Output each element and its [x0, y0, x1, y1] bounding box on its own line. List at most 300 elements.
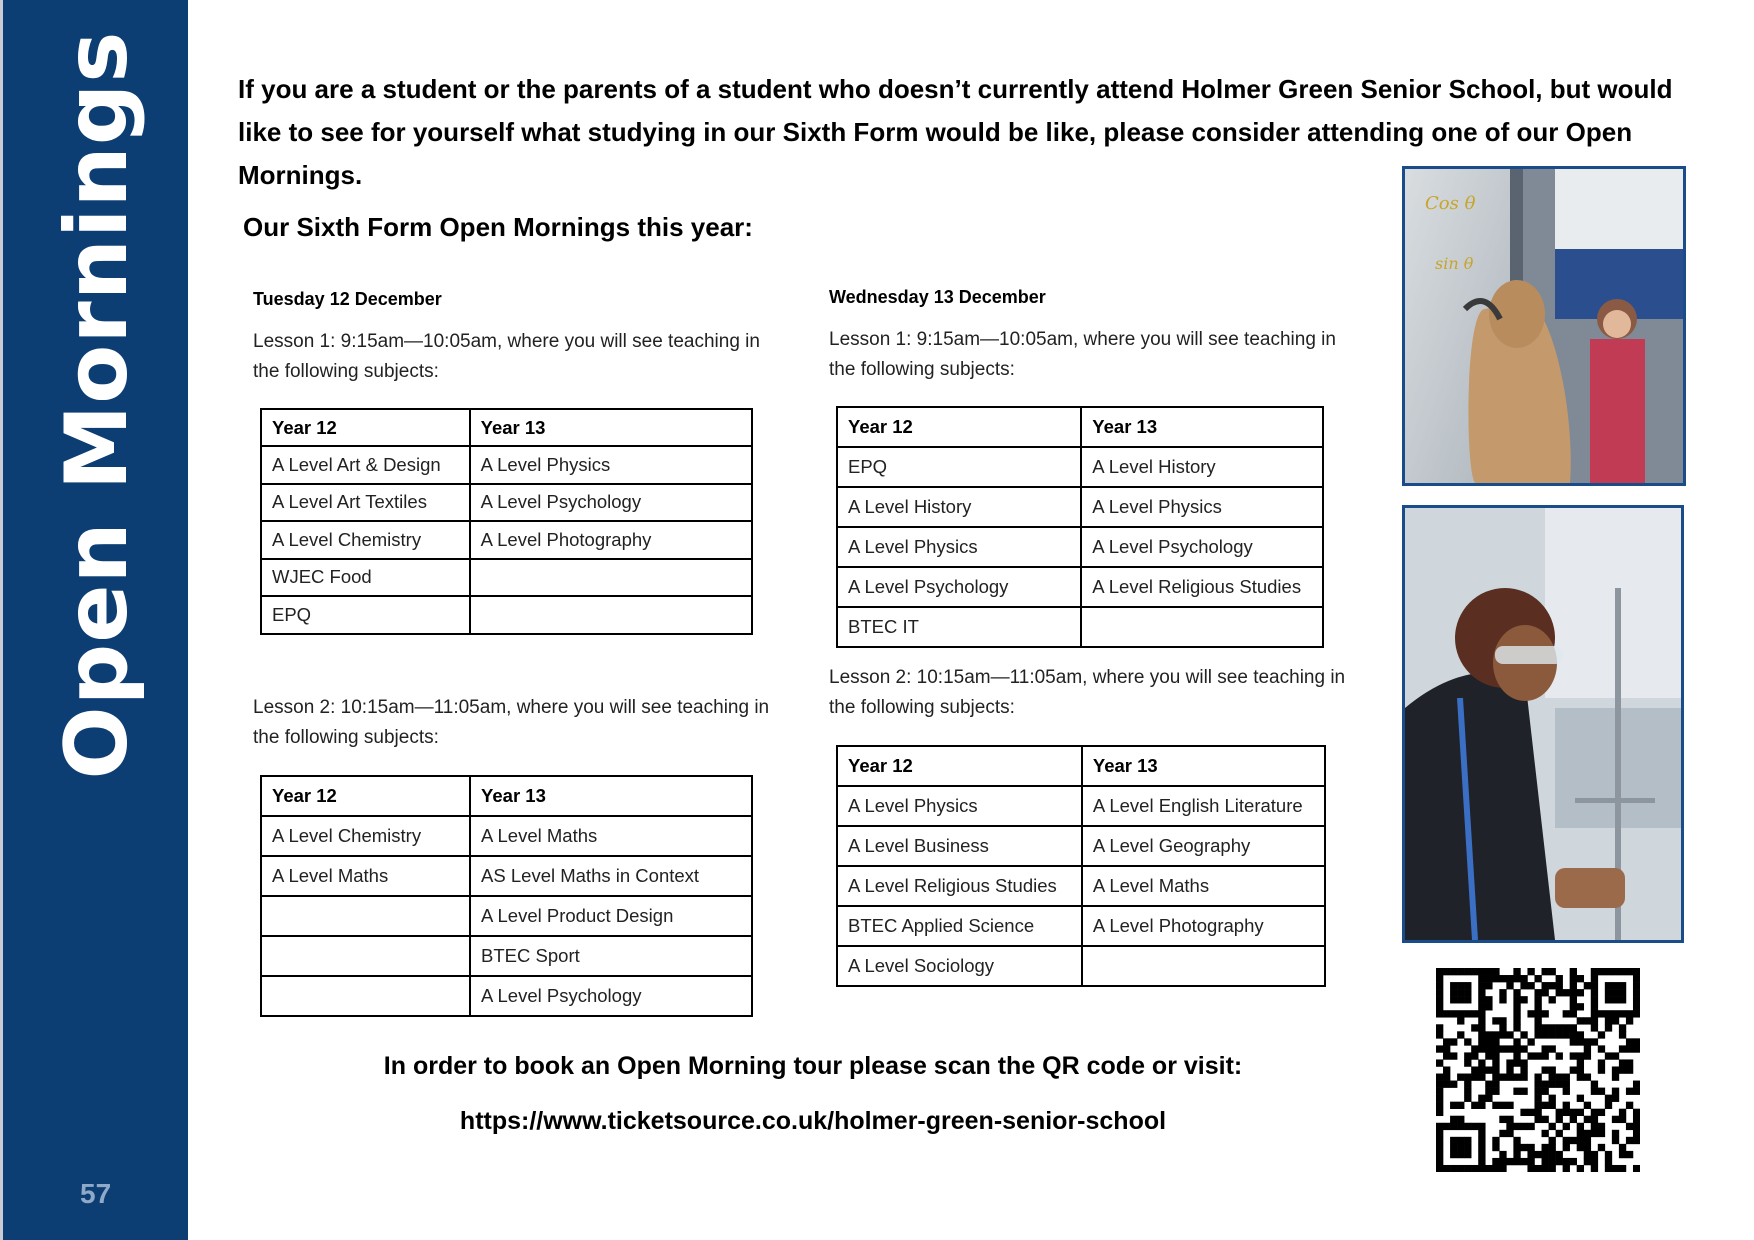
qr-module: [1570, 996, 1577, 1003]
qr-module: [1612, 1095, 1619, 1102]
qr-module: [1436, 1158, 1443, 1165]
qr-module: [1464, 996, 1471, 1003]
table-row: [261, 446, 752, 484]
qr-module: [1534, 1095, 1541, 1102]
qr-module: [1542, 1158, 1549, 1165]
qr-module: [1520, 1158, 1527, 1165]
cell: A Level Geography: [1082, 826, 1325, 866]
qr-module: [1513, 1052, 1520, 1059]
qr-module: [1513, 1074, 1520, 1081]
qr-module: [1598, 1109, 1605, 1116]
qr-module: [1520, 1144, 1527, 1151]
qr-module: [1499, 1158, 1506, 1165]
qr-module: [1499, 1045, 1506, 1052]
qr-module: [1549, 996, 1556, 1003]
qr-module: [1478, 1130, 1485, 1137]
qr-module: [1556, 989, 1563, 996]
qr-module: [1492, 1031, 1499, 1038]
qr-module: [1577, 1052, 1584, 1059]
qr-module: [1556, 975, 1563, 982]
qr-module: [1457, 1010, 1464, 1017]
table-row: [261, 976, 752, 1016]
qr-module: [1556, 1024, 1563, 1031]
qr-module: [1605, 1017, 1612, 1024]
qr-module: [1598, 1031, 1605, 1038]
qr-module: [1626, 1059, 1633, 1066]
qr-module: [1626, 1088, 1633, 1095]
qr-module: [1464, 1088, 1471, 1095]
cell: [261, 896, 470, 936]
cell: [1081, 607, 1323, 647]
qr-module: [1598, 1010, 1605, 1017]
qr-module: [1443, 1081, 1450, 1088]
qr-module: [1527, 1123, 1534, 1130]
qr-module: [1570, 1031, 1577, 1038]
qr-module: [1626, 1038, 1633, 1045]
qr-module: [1591, 982, 1598, 989]
intro-paragraph: If you are a student or the parents of a student who doesn’t currently attend Holmer Green Senior School, but would like to see for yourself what studying in our Sixth Form would be like, please consider attending one of our Open Mornings.: [238, 74, 1673, 190]
qr-module: [1626, 1123, 1633, 1130]
cell: A Level Physics: [470, 446, 752, 484]
qr-module: [1570, 1158, 1577, 1165]
table-row: [837, 487, 1323, 527]
table-row: [261, 484, 752, 522]
qr-module: [1534, 1116, 1541, 1123]
qr-module: [1457, 1123, 1464, 1130]
qr-module: [1612, 1088, 1619, 1095]
qr-module: [1520, 1059, 1527, 1066]
qr-code[interactable]: [1436, 968, 1640, 1172]
qr-module: [1577, 975, 1584, 982]
qr-module: [1584, 1116, 1591, 1123]
qr-module: [1499, 1116, 1506, 1123]
table-row: [837, 786, 1325, 826]
qr-module: [1443, 1038, 1450, 1045]
qr-module: [1485, 975, 1492, 982]
qr-module: [1633, 1003, 1640, 1010]
qr-module: [1598, 1144, 1605, 1151]
qr-module: [1457, 1017, 1464, 1024]
table-header-row: [837, 746, 1325, 786]
qr-module: [1520, 1109, 1527, 1116]
table-row: [837, 447, 1323, 487]
qr-module: [1485, 996, 1492, 1003]
qr-module: [1513, 1137, 1520, 1144]
qr-module: [1577, 1130, 1584, 1137]
qr-module: [1619, 1144, 1626, 1151]
qr-module: [1626, 1137, 1633, 1144]
qr-module: [1485, 982, 1492, 989]
qr-module: [1513, 1045, 1520, 1052]
day2-date: Wednesday 13 December: [829, 287, 1046, 307]
table-row: [837, 607, 1323, 647]
table-header-row: [261, 776, 752, 816]
qr-module: [1549, 1081, 1556, 1088]
table-row: [261, 856, 752, 896]
qr-module: [1549, 968, 1556, 975]
qr-module: [1436, 1109, 1443, 1116]
qr-module: [1549, 1151, 1556, 1158]
qr-module: [1464, 968, 1471, 975]
qr-module: [1556, 1116, 1563, 1123]
qr-module: [1612, 1052, 1619, 1059]
qr-module: [1612, 1137, 1619, 1144]
qr-module: [1577, 1123, 1584, 1130]
qr-module: [1584, 1151, 1591, 1158]
qr-module: [1436, 1031, 1443, 1038]
qr-module: [1506, 1116, 1513, 1123]
qr-module: [1626, 1151, 1633, 1158]
qr-module: [1464, 1052, 1471, 1059]
qr-module: [1499, 996, 1506, 1003]
qr-module: [1443, 1010, 1450, 1017]
qr-module: [1436, 1151, 1443, 1158]
qr-module: [1598, 1130, 1605, 1137]
qr-module: [1619, 1031, 1626, 1038]
qr-module: [1478, 968, 1485, 975]
qr-module: [1577, 1109, 1584, 1116]
qr-module: [1513, 1024, 1520, 1031]
qr-module: [1584, 1038, 1591, 1045]
qr-module: [1527, 1038, 1534, 1045]
cell: WJEC Food: [261, 559, 470, 597]
qr-module: [1464, 1081, 1471, 1088]
qr-module: [1563, 1081, 1570, 1088]
qr-module: [1549, 1123, 1556, 1130]
qr-module: [1577, 1144, 1584, 1151]
qr-module: [1443, 1052, 1450, 1059]
qr-module: [1450, 996, 1457, 1003]
qr-module: [1563, 1088, 1570, 1095]
svg-text:Cos θ: Cos θ: [1425, 193, 1476, 214]
open-mornings-subheading: Our Sixth Form Open Mornings this year:: [243, 212, 753, 242]
qr-module: [1443, 1066, 1450, 1073]
qr-module: [1534, 1024, 1541, 1031]
qr-module: [1633, 1137, 1640, 1144]
qr-module: [1520, 975, 1527, 982]
day1-lesson1-text: Lesson 1: 9:15am—10:05am, where you will see teaching in the following subjects:: [253, 331, 760, 382]
qr-module: [1542, 1116, 1549, 1123]
qr-module: [1556, 1158, 1563, 1165]
qr-module: [1471, 1024, 1478, 1031]
qr-module: [1584, 1137, 1591, 1144]
qr-module: [1626, 1010, 1633, 1017]
qr-module: [1471, 1052, 1478, 1059]
qr-module: [1584, 1045, 1591, 1052]
qr-module: [1520, 982, 1527, 989]
qr-module: [1457, 1151, 1464, 1158]
qr-module: [1457, 1137, 1464, 1144]
qr-module: [1471, 1066, 1478, 1073]
qr-module: [1605, 982, 1612, 989]
qr-module: [1605, 1010, 1612, 1017]
qr-module: [1450, 1038, 1457, 1045]
day2-lesson1-table: [836, 406, 1324, 648]
header-year12: Year 12: [837, 407, 1081, 447]
qr-module: [1436, 968, 1443, 975]
table-row: [837, 946, 1325, 986]
qr-module: [1549, 1095, 1556, 1102]
qr-module: [1563, 1024, 1570, 1031]
qr-module: [1534, 1031, 1541, 1038]
qr-module: [1450, 1123, 1457, 1130]
qr-module: [1443, 1123, 1450, 1130]
qr-module: [1591, 1088, 1598, 1095]
cell: A Level Photography: [470, 521, 752, 559]
qr-module: [1527, 1109, 1534, 1116]
qr-module: [1542, 1031, 1549, 1038]
qr-module: [1513, 1059, 1520, 1066]
qr-module: [1577, 1095, 1584, 1102]
qr-module: [1450, 989, 1457, 996]
table-row: [261, 936, 752, 976]
cell: A Level Psychology: [837, 567, 1081, 607]
svg-text:sin θ: sin θ: [1435, 254, 1474, 273]
qr-module: [1612, 996, 1619, 1003]
qr-module: [1478, 1031, 1485, 1038]
cell: [1082, 946, 1325, 986]
qr-module: [1619, 982, 1626, 989]
qr-module: [1591, 1081, 1598, 1088]
qr-module: [1436, 1095, 1443, 1102]
qr-module: [1633, 1116, 1640, 1123]
qr-module: [1534, 1151, 1541, 1158]
qr-module: [1563, 989, 1570, 996]
cell: A Level Maths: [261, 856, 470, 896]
cell: A Level Business: [837, 826, 1082, 866]
day1-lesson2-text: Lesson 2: 10:15am—11:05am, where you will see teaching in the following subjects:: [253, 697, 770, 748]
qr-module: [1534, 1109, 1541, 1116]
qr-module: [1436, 989, 1443, 996]
qr-module: [1591, 996, 1598, 1003]
qr-module: [1513, 1151, 1520, 1158]
qr-module: [1570, 1066, 1577, 1073]
qr-module: [1457, 1165, 1464, 1172]
qr-module: [1612, 1066, 1619, 1073]
qr-module: [1513, 1003, 1520, 1010]
qr-module: [1619, 1024, 1626, 1031]
qr-module: [1478, 1010, 1485, 1017]
qr-module: [1612, 1010, 1619, 1017]
qr-module: [1598, 1059, 1605, 1066]
qr-module: [1513, 1017, 1520, 1024]
qr-module: [1626, 968, 1633, 975]
qr-module: [1556, 1151, 1563, 1158]
qr-module: [1619, 1109, 1626, 1116]
qr-module: [1450, 968, 1457, 975]
qr-module: [1478, 1123, 1485, 1130]
qr-module: [1549, 1045, 1556, 1052]
qr-module: [1534, 1088, 1541, 1095]
qr-module: [1492, 1081, 1499, 1088]
qr-module: [1591, 1123, 1598, 1130]
qr-module: [1471, 1123, 1478, 1130]
cell: A Level Product Design: [470, 896, 752, 936]
qr-module: [1591, 1003, 1598, 1010]
qr-module: [1457, 989, 1464, 996]
qr-module: [1549, 1024, 1556, 1031]
qr-module: [1591, 1130, 1598, 1137]
qr-module: [1506, 982, 1513, 989]
qr-module: [1612, 1017, 1619, 1024]
qr-module: [1499, 1102, 1506, 1109]
qr-module: [1527, 1052, 1534, 1059]
qr-module: [1549, 1074, 1556, 1081]
qr-module: [1478, 1066, 1485, 1073]
qr-module: [1534, 1003, 1541, 1010]
qr-module: [1527, 1144, 1534, 1151]
qr-module: [1542, 1010, 1549, 1017]
qr-module: [1450, 1144, 1457, 1151]
header-year12: Year 12: [837, 746, 1082, 786]
qr-module: [1633, 989, 1640, 996]
qr-module: [1436, 1144, 1443, 1151]
qr-module: [1513, 1088, 1520, 1095]
qr-module: [1513, 1158, 1520, 1165]
qr-module: [1471, 1045, 1478, 1052]
qr-module: [1612, 968, 1619, 975]
qr-module: [1534, 1010, 1541, 1017]
qr-module: [1612, 989, 1619, 996]
header-year12: Year 12: [261, 776, 470, 816]
teacher-whiteboard-photo: [1402, 166, 1686, 486]
qr-module: [1633, 1038, 1640, 1045]
qr-module: [1549, 1031, 1556, 1038]
qr-module: [1534, 989, 1541, 996]
qr-module: [1478, 1017, 1485, 1024]
qr-module: [1542, 1045, 1549, 1052]
table-row: [261, 559, 752, 597]
qr-module: [1520, 996, 1527, 1003]
qr-module: [1570, 1038, 1577, 1045]
qr-module: [1450, 1102, 1457, 1109]
qr-module: [1436, 1088, 1443, 1095]
qr-module: [1485, 1031, 1492, 1038]
cell: A Level Art Textiles: [261, 484, 470, 522]
qr-module: [1506, 1045, 1513, 1052]
qr-module: [1584, 1017, 1591, 1024]
qr-module: [1619, 1151, 1626, 1158]
qr-module: [1492, 1074, 1499, 1081]
header-year13: Year 13: [1082, 746, 1325, 786]
qr-module: [1598, 1045, 1605, 1052]
qr-module: [1464, 1165, 1471, 1172]
qr-module: [1520, 1074, 1527, 1081]
qr-module: [1506, 1102, 1513, 1109]
qr-module: [1549, 1158, 1556, 1165]
qr-module: [1492, 1059, 1499, 1066]
qr-module: [1464, 982, 1471, 989]
cell: AS Level Maths in Context: [470, 856, 752, 896]
booking-url-link[interactable]: https://www.ticketsource.co.uk/holmer-green-senior-school: [459, 1107, 1167, 1135]
qr-module: [1506, 1130, 1513, 1137]
qr-module: [1513, 1144, 1520, 1151]
header-year12: Year 12: [261, 409, 470, 446]
qr-module: [1492, 1158, 1499, 1165]
qr-module: [1457, 968, 1464, 975]
qr-module: [1506, 975, 1513, 982]
qr-module: [1549, 982, 1556, 989]
qr-module: [1499, 1074, 1506, 1081]
qr-module: [1570, 975, 1577, 982]
qr-module: [1556, 982, 1563, 989]
qr-module: [1436, 1059, 1443, 1066]
qr-module: [1619, 1059, 1626, 1066]
qr-module: [1633, 1123, 1640, 1130]
qr-module: [1556, 1052, 1563, 1059]
qr-module: [1492, 1052, 1499, 1059]
qr-module: [1633, 1045, 1640, 1052]
sidebar-edge: [0, 0, 3, 1240]
qr-module: [1605, 996, 1612, 1003]
cell: A Level Psychology: [1081, 527, 1323, 567]
table-row: [261, 896, 752, 936]
qr-module: [1492, 1017, 1499, 1024]
qr-module: [1478, 1003, 1485, 1010]
table-row: [837, 866, 1325, 906]
qr-module: [1570, 1137, 1577, 1144]
qr-module: [1457, 1144, 1464, 1151]
qr-module: [1513, 996, 1520, 1003]
qr-module: [1527, 968, 1534, 975]
qr-module: [1478, 989, 1485, 996]
qr-module: [1577, 1038, 1584, 1045]
qr-module: [1485, 1003, 1492, 1010]
qr-module: [1457, 1074, 1464, 1081]
sidebar-title: Open Mornings: [47, 30, 147, 780]
qr-module: [1436, 1045, 1443, 1052]
qr-module: [1542, 1130, 1549, 1137]
qr-module: [1626, 1066, 1633, 1073]
qr-module: [1492, 1137, 1499, 1144]
sidebar: [0, 0, 188, 1240]
qr-module: [1605, 1052, 1612, 1059]
qr-module: [1443, 1045, 1450, 1052]
header-year13: Year 13: [470, 776, 752, 816]
qr-module: [1478, 982, 1485, 989]
qr-module: [1485, 1038, 1492, 1045]
qr-module: [1563, 1137, 1570, 1144]
qr-module: [1633, 1109, 1640, 1116]
qr-module: [1520, 1123, 1527, 1130]
qr-module: [1605, 968, 1612, 975]
qr-module: [1542, 1102, 1549, 1109]
qr-module: [1492, 1165, 1499, 1172]
qr-module: [1633, 968, 1640, 975]
qr-module: [1619, 996, 1626, 1003]
student-lab-photo: [1402, 505, 1684, 943]
qr-module: [1619, 1066, 1626, 1073]
day1-lesson2-table: [260, 775, 753, 1017]
cell: EPQ: [261, 596, 470, 634]
qr-module: [1584, 1130, 1591, 1137]
qr-module: [1577, 1066, 1584, 1073]
qr-module: [1464, 989, 1471, 996]
qr-module: [1549, 1144, 1556, 1151]
qr-module: [1450, 1010, 1457, 1017]
qr-module: [1478, 975, 1485, 982]
qr-module: [1549, 1165, 1556, 1172]
qr-module: [1542, 989, 1549, 996]
qr-module: [1450, 1116, 1457, 1123]
qr-module: [1513, 975, 1520, 982]
qr-module: [1450, 1137, 1457, 1144]
qr-module: [1464, 1123, 1471, 1130]
qr-module: [1534, 1165, 1541, 1172]
qr-module: [1492, 1038, 1499, 1045]
qr-module: [1619, 968, 1626, 975]
qr-module: [1450, 1081, 1457, 1088]
